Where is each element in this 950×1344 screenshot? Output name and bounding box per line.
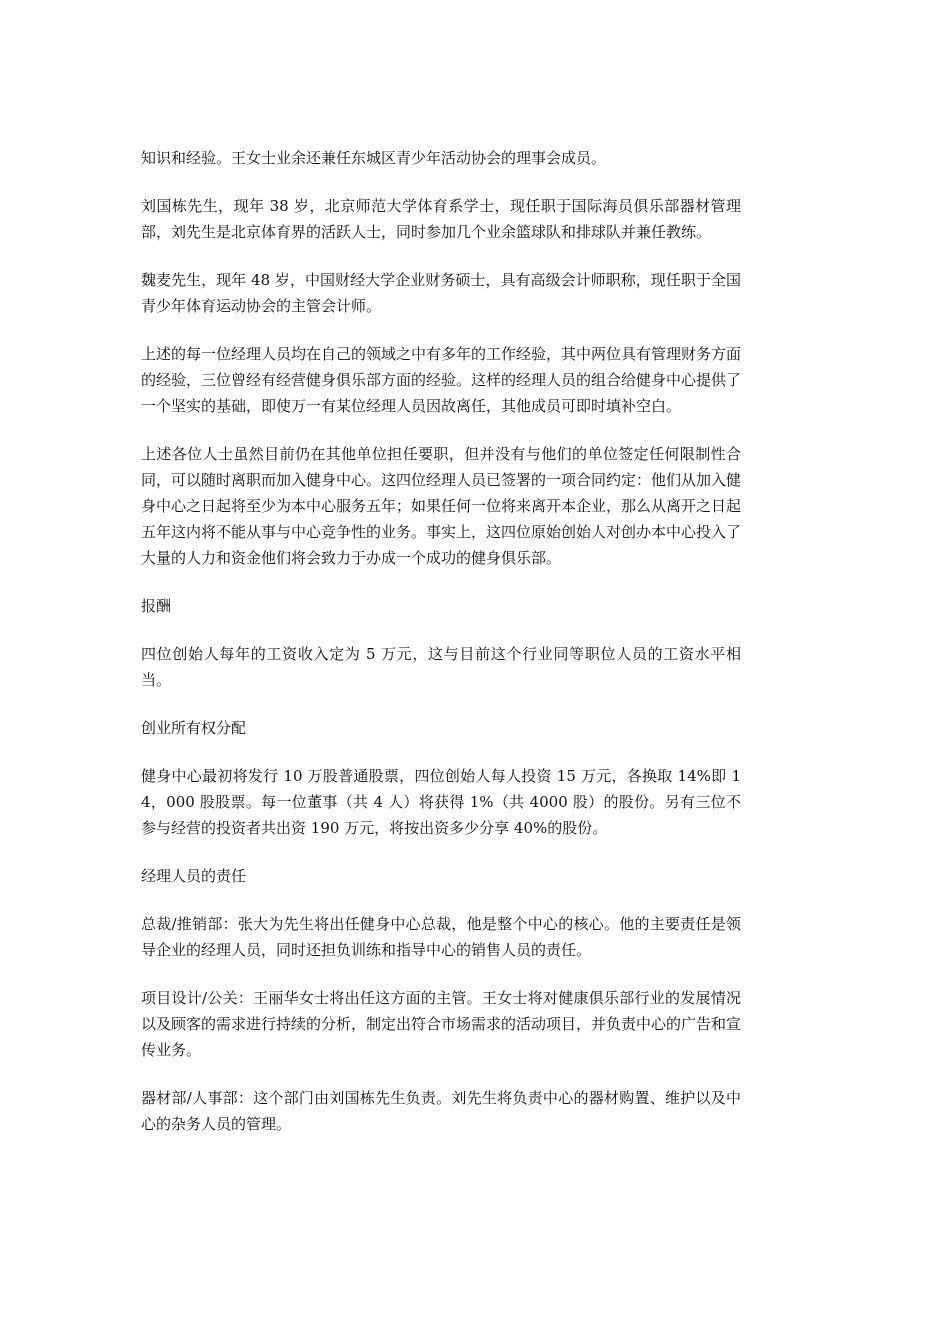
paragraph-ownership: 健身中心最初将发行 10 万股普通股票，四位创始人每人投资 15 万元，各换取 14%即 14，000 股股票。每一位董事（共 4 人）将获得 1%（共 4000 股）的股份。另有三位不参与经营的投资者共出资 190 万元，将按出资多少分享 40%的股份。 bbox=[141, 767, 741, 837]
paragraph-wei-mai: 魏麦先生，现年 48 岁，中国财经大学企业财务硕士，具有高级会计师职称，现任职于全国青少年体育运动协会的主管会计师。 bbox=[141, 271, 741, 315]
paragraph-compensation: 四位创始人每年的工资收入定为 5 万元，这与目前这个行业同等职位人员的工资水平相当。 bbox=[141, 645, 741, 689]
paragraph-contract-terms: 上述各位人士虽然目前仍在其他单位担任要职，但并没有与他们的单位签定任何限制性合同，可以随时离职而加入健身中心。这四位经理人员已签署的一项合同约定：他们从加入健身中心之日起将至少为本中心服务五年；如果任何一位将来离开本企业，那么从离开之日起五年这内将不能从事与中心竞争性的业务。事实上，这四位原始创始人对创办本中心投入了大量的人力和资金他们将会致力于办成一个成功的健身俱乐部。 bbox=[141, 445, 742, 567]
paragraph-equipment-hr: 器材部/人事部：这个部门由刘国栋先生负责。刘先生将负责中心的器材购置、维护以及中心的杂务人员的管理。 bbox=[141, 1089, 741, 1133]
paragraph-program-pr: 项目设计/公关：王丽华女士将出任这方面的主管。王女士将对健康俱乐部行业的发展情况以及顾客的需求进行持续的分析，制定出符合市场需求的活动项目，并负责中心的广告和宣传业务。 bbox=[141, 989, 742, 1059]
paragraph-team-experience: 上述的每一位经理人员均在自己的领域之中有多年的工作经验，其中两位具有管理财务方面的经验，三位曾经有经营健身俱乐部方面的经验。这样的经理人员的组合给健身中心提供了一个坚实的基础，即使万一有某位经理人员因故离任，其他成员可即时填补空白。 bbox=[141, 345, 742, 415]
paragraph-president-sales: 总裁/推销部：张大为先生将出任健身中心总裁，他是整个中心的核心。他的主要责任是领导企业的经理人员，同时还担负训练和指导中心的销售人员的责任。 bbox=[141, 915, 741, 959]
heading-compensation: 报酬 bbox=[141, 597, 172, 615]
document-body bbox=[141, 145, 741, 1159]
paragraph-liu-guodong: 刘国栋先生，现年 38 岁，北京师范大学体育系学士，现任职于国际海员俱乐部器材管理部，刘先生是北京体育界的活跃人士，同时参加几个业余篮球队和排球队并兼任教练。 bbox=[141, 197, 741, 241]
paragraph-experience-tail: 知识和经验。王女士业余还兼任东城区青少年活动协会的理事会成员。 bbox=[141, 149, 607, 167]
heading-ownership: 创业所有权分配 bbox=[141, 719, 247, 737]
heading-responsibilities: 经理人员的责任 bbox=[141, 867, 247, 885]
